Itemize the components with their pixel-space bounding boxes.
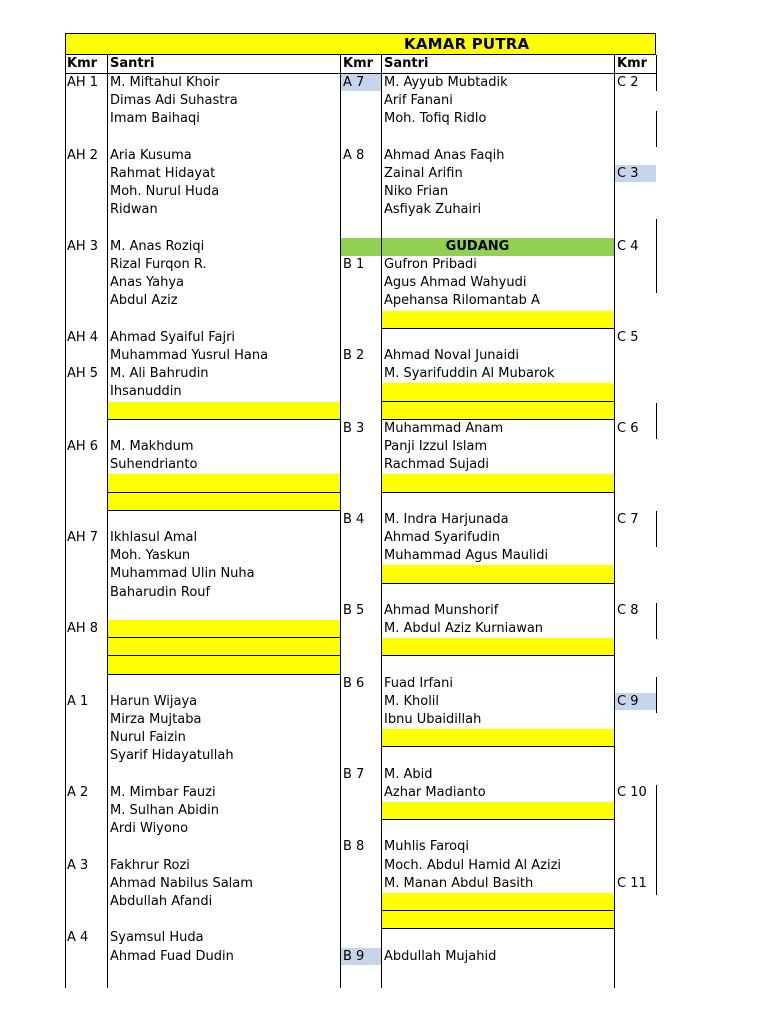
santri-name: Ridwan [110,202,158,218]
santri-name: Fakhrur Rozi [110,857,190,873]
sheet-title: KAMAR PUTRA [404,35,530,53]
room-code: AH 7 [67,530,99,545]
row-rule [382,655,614,656]
santri-name: Ahmad Anas Faqih [384,147,505,163]
room-code: B 8 [343,839,365,855]
grid-line [107,55,108,988]
row-rule [382,928,614,929]
santri-name: Abdul Aziz [110,293,178,309]
gudang-label: GUDANG [341,238,614,256]
room-roster-sheet [65,33,656,988]
room-code: C 11 [617,875,647,891]
room-code: A 3 [67,857,89,873]
santri-name: Rachmad Sujadi [384,457,490,473]
santri-name: M. Syarifuddin Al Mubarok [384,366,555,382]
santri-name: Syamsul Huda [110,930,204,946]
empty-bed-highlight [382,893,614,910]
santri-name: Abdullah Afandi [110,894,213,909]
santri-name: Ahmad Syarifudin [384,530,500,545]
santri-name: Moh. Tofiq Ridlo [384,111,487,127]
room-code: A 2 [67,784,89,800]
santri-name: Muhammad Agus Maulidi [384,548,549,564]
room-code: B 2 [343,348,365,363]
room-code: B 7 [343,766,365,782]
santri-name: Niko Frian [384,184,449,200]
grid-line [656,603,657,639]
santri-name: Baharudin Rouf [110,584,211,600]
santri-name: Rahmat Hidayat [110,166,216,181]
empty-bed-highlight [382,474,614,491]
santri-name: M. Kholil [384,693,440,709]
santri-name: Panji Izzul Islam [384,439,488,454]
room-code: AH 3 [67,238,99,254]
empty-bed-highlight [108,402,340,419]
grid-line [656,55,657,91]
empty-bed-highlight [382,729,614,746]
room-code: AH 1 [67,75,99,90]
santri-name: M. Ayyub Mubtadik [384,75,508,90]
row-rule [108,419,340,420]
empty-bed-highlight [108,656,340,673]
header-santri-2: Santri [384,56,429,71]
room-code: A 7 [343,75,365,90]
santri-name: Ahmad Munshorif [384,602,499,618]
room-code: B 6 [343,675,365,691]
empty-bed-highlight [108,620,340,637]
empty-bed-highlight [382,402,614,419]
santri-name: M. Mimbar Fauzi [110,784,216,800]
santri-name: Suhendrianto [110,457,198,473]
room-code: AH 8 [67,621,99,636]
room-code: C 7 [617,511,639,527]
empty-bed-highlight [108,493,340,510]
header-santri-1: Santri [110,56,155,71]
empty-bed-highlight [382,911,614,928]
santri-name: Rizal Furqon R. [110,257,207,272]
grid-line [614,55,615,988]
empty-bed-highlight [382,311,614,328]
room-code: AH 6 [67,439,99,454]
santri-name: Ibnu Ubaidillah [384,712,482,727]
room-code: C 10 [617,784,647,800]
santri-name: Agus Ahmad Wahyudi [384,275,527,291]
santri-name: Ahmad Syaiful Fajri [110,329,236,345]
room-code: A 8 [343,147,365,163]
santri-name: Asfiyak Zuhairi [384,202,482,218]
santri-name: Ikhlasul Amal [110,530,198,545]
title-bar [65,33,656,55]
header-kmr-2: Kmr [343,56,374,71]
santri-name: Syarif Hidayatullah [110,748,234,764]
santri-name: Moh. Nurul Huda [110,184,220,200]
room-code: B 3 [343,420,365,436]
grid-line [656,677,657,713]
room-code: C 5 [617,329,639,345]
room-code: A 4 [67,930,89,946]
santri-name: Apehansa Rilomantab A [384,293,540,309]
santri-name: Arif Fanani [384,93,453,109]
santri-name: Muhammad Yusrul Hana [110,348,269,363]
santri-name: Gufron Pribadi [384,257,477,272]
row-rule [108,510,340,511]
row-rule [382,746,614,747]
header-kmr-3: Kmr [617,56,648,71]
santri-name: Ahmad Noval Junaidi [384,348,519,363]
grid-line [656,403,657,439]
room-code: B 9 [343,948,365,964]
room-code: AH 2 [67,147,99,163]
room-code: C 4 [617,238,639,254]
santri-name: M. Miftahul Khoir [110,75,220,90]
room-code: C 8 [617,602,639,618]
santri-name: M. Manan Abdul Basith [384,875,534,891]
santri-name: M. Indra Harjunada [384,511,509,527]
empty-bed-highlight [382,638,614,655]
room-code: AH 5 [67,366,99,382]
row-rule [382,583,614,584]
grid-line [656,511,657,547]
empty-bed-highlight [108,474,340,491]
santri-name: Imam Baihaqi [110,111,200,127]
grid-line [340,55,341,988]
santri-name: Ahmad Fuad Dudin [110,948,234,964]
row-rule [108,674,340,675]
room-code: C 9 [617,693,639,709]
santri-name: Aria Kusuma [110,147,192,163]
santri-name: Zainal Arifin [384,166,463,181]
empty-bed-highlight [382,802,614,819]
room-code: C 2 [617,75,639,90]
room-code: C 3 [617,166,639,181]
santri-name: Ardi Wiyono [110,821,189,837]
empty-bed-highlight [382,565,614,582]
santri-name: M. Ali Bahrudin [110,366,209,382]
grid-line [656,111,657,147]
santri-name: Muhammad Ulin Nuha [110,566,255,582]
room-code: A 1 [67,693,89,709]
santri-name: Nurul Faizin [110,730,186,746]
room-code: B 5 [343,602,365,618]
grid-line [381,55,382,988]
santri-name: M. Abdul Aziz Kurniawan [384,621,544,636]
santri-name: Ihsanuddin [110,384,182,400]
santri-name: Muhlis Faroqi [384,839,469,855]
santri-name: M. Abid [384,766,433,782]
room-code: C 6 [617,420,639,436]
santri-name: Fuad Irfani [384,675,453,691]
santri-name: M. Anas Roziqi [110,238,205,254]
room-code: AH 4 [67,329,99,345]
santri-name: Azhar Madianto [384,784,486,800]
santri-name: Dimas Adi Suhastra [110,93,238,109]
santri-name: Ahmad Nabilus Salam [110,875,253,891]
empty-bed-highlight [382,383,614,400]
santri-name: Muhammad Anam [384,420,504,436]
row-rule [382,328,614,329]
empty-bed-highlight [108,638,340,655]
santri-name: Anas Yahya [110,275,185,291]
header-kmr-1: Kmr [67,56,98,71]
santri-name: Moch. Abdul Hamid Al Azizi [384,857,562,873]
santri-name: M. Makhdum [110,439,194,454]
santri-name: M. Sulhan Abidin [110,803,220,818]
room-code: B 4 [343,511,365,527]
santri-name: Mirza Mujtaba [110,712,202,727]
row-rule [382,492,614,493]
grid-line [656,219,657,293]
santri-name: Harun Wijaya [110,693,198,709]
grid-line [65,33,66,988]
grid-line [656,785,657,895]
row-rule [382,819,614,820]
santri-name: Moh. Yaskun [110,548,191,564]
santri-name: Abdullah Mujahid [384,948,497,964]
room-code: B 1 [343,257,365,272]
